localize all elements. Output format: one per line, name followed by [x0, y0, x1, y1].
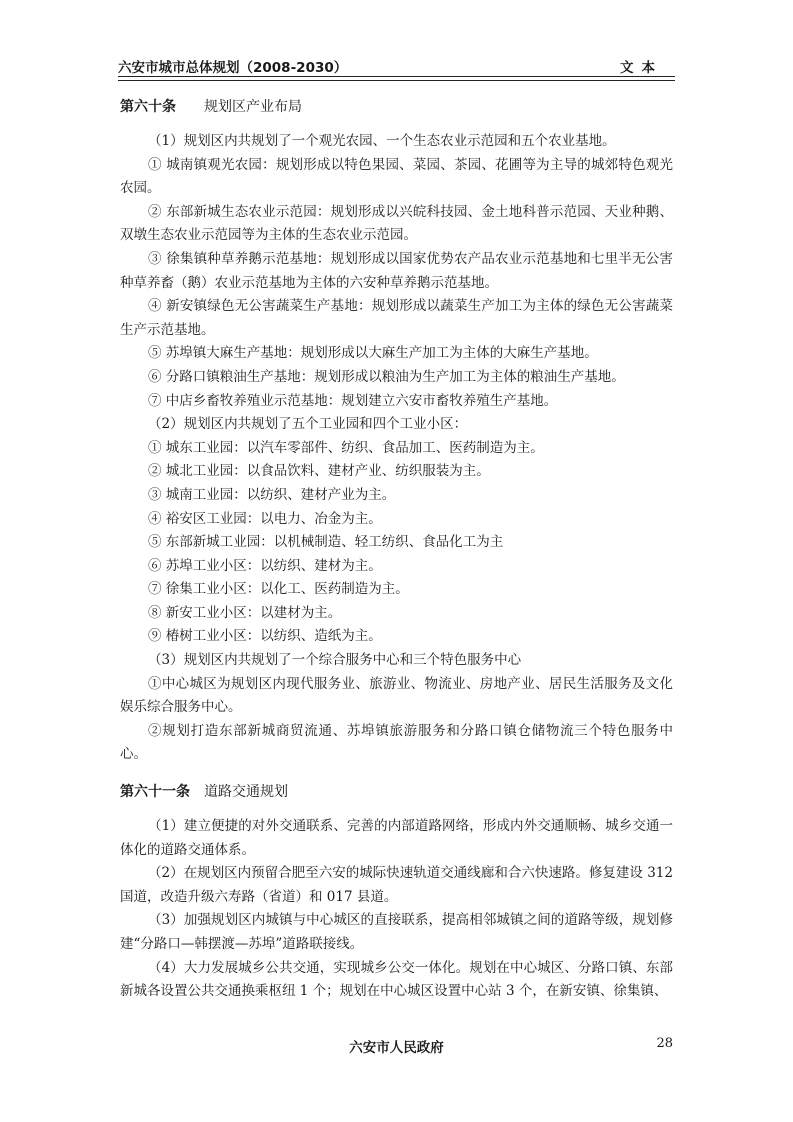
paragraph: ③ 城南工业园：以纺织、建材产业为主。	[148, 486, 396, 503]
paragraph: ④ 裕安区工业园：以电力、冶金为主。	[148, 510, 382, 527]
paragraph: ②规划打造东部新城商贸流通、苏埠镇旅游服务和分路口镇仓储物流三个特色服务中心。	[120, 722, 673, 763]
article-number: 第六十条	[120, 99, 176, 115]
paragraph: （3）加强规划区内城镇与中心城区的直接联系，提高相邻城镇之间的道路等级，规划修建“分路口—韩摆渡—苏埠”道路联接线。	[120, 912, 673, 952]
paragraph: ⑥ 苏埠工业小区：以纺织、建材为主。	[148, 557, 382, 574]
article-number: 第六十一条	[120, 784, 190, 801]
section-label: 文本	[620, 60, 663, 76]
paragraph: ①中心城区为规划区内现代服务业、旅游业、物流业、房地产业、居民生活服务及文化娱乐综合服务中心。	[120, 675, 673, 716]
paragraph: （3）规划区内共规划了一个综合服务中心和三个特色服务中心	[148, 652, 522, 669]
article-title: 规划区产业布局	[204, 99, 302, 115]
article-heading	[120, 781, 673, 815]
article-paragraphs	[120, 130, 673, 767]
paragraph: ⑦ 中店乡畜牧养殖业示范基地：规划建立六安市畜牧养殖生产基地。	[148, 392, 558, 409]
article-heading	[120, 96, 673, 130]
paragraph: ① 城南镇观光农园：规划形成以特色果园、菜园、茶园、花圃等为主导的城郊特色观光农园。	[120, 156, 673, 197]
issuing-organization: 六安市人民政府	[349, 1040, 444, 1056]
paragraph: ② 东部新城生态农业示范园：规划形成以兴皖科技园、金土地科普示范园、天业种鹅、双墩生态农业示范园等为主体的生态农业示范园。	[120, 203, 673, 244]
paragraph: ⑧ 新安工业小区：以建材为主。	[148, 604, 342, 621]
paragraph: （2）规划区内共规划了五个工业园和四个工业小区：	[148, 416, 468, 433]
paragraph: ④ 新安镇绿色无公害蔬菜生产基地：规划形成以蔬菜生产加工为主体的绿色无公害蔬菜生产示范基地。	[120, 298, 673, 338]
paragraph: ⑤ 东部新城工业园：以机械制造、轻工纺织、食品化工为主	[148, 534, 504, 551]
page-header	[118, 56, 675, 76]
document-body	[120, 96, 673, 1004]
paragraph: ⑦ 徐集工业小区：以化工、医药制造为主。	[148, 581, 409, 598]
article-title: 道路交通规划	[204, 784, 288, 801]
paragraph: （4）大力发展城乡公共交通，实现城乡公交一体化。规划在中心城区、分路口镇、东部新城各设置公共交通换乘枢纽 1 个；规划在中心城区设置中心站 3 个，在新安镇、徐集镇、	[120, 959, 673, 1000]
article-paragraphs	[120, 815, 673, 1004]
page-footer	[118, 1036, 675, 1060]
header-rule	[118, 76, 675, 81]
paragraph: ② 城北工业园：以食品饮料、建材产业、纺织服装为主。	[148, 463, 490, 480]
document-title: 六安市城市总体规划（2008-2030）	[118, 60, 348, 76]
paragraph: ⑨ 椿树工业小区：以纺织、造纸为主。	[148, 628, 382, 645]
page-number: 28	[656, 1036, 673, 1051]
paragraph: ③ 徐集镇种草养鹅示范基地：规划形成以国家优势农产品农业示范基地和七里半无公害种草养畜（鹅）农业示范基地为主体的六安种草养鹅示范基地。	[120, 250, 673, 291]
paragraph: ① 城东工业园：以汽车零部件、纺织、食品加工、医药制造为主。	[148, 439, 544, 456]
paragraph: ⑤ 苏埠镇大麻生产基地：规划形成以大麻生产加工为主体的大麻生产基地。	[148, 345, 598, 362]
paragraph: （1）建立便捷的对外交通联系、完善的内部道路网络，形成内外交通顺畅、城乡交通一体化的道路交通体系。	[120, 818, 673, 858]
paragraph: （2）在规划区内预留合肥至六安的城际快速轨道交通线廊和合六快速路。修复建设 312 国道，改造升级六寿路（省道）和 017 县道。	[120, 865, 673, 905]
paragraph: （1）规划区内共规划了一个观光农园、一个生态农业示范园和五个农业基地。	[148, 133, 616, 149]
paragraph: ⑥ 分路口镇粮油生产基地：规划形成以粮油为生产加工为主体的粮油生产基地。	[148, 368, 625, 385]
